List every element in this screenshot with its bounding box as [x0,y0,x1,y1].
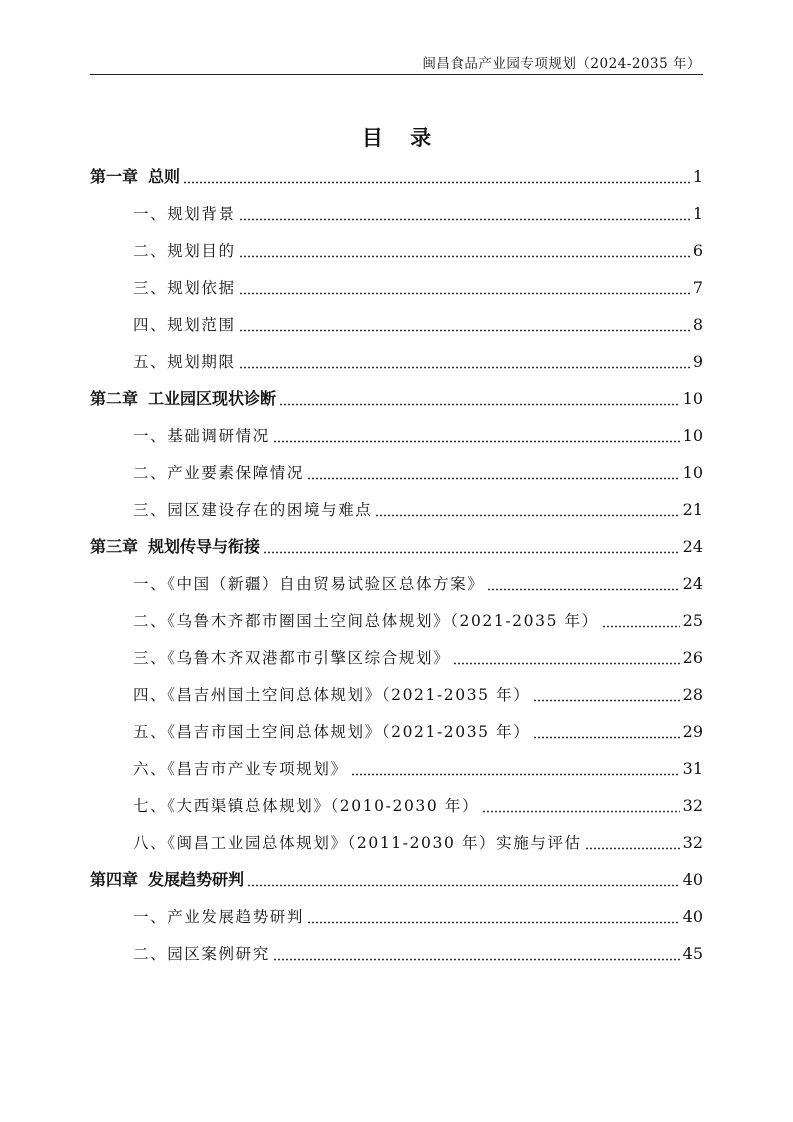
dot-leader [273,944,680,964]
section-title: 一、规划背景 [133,205,236,223]
toc-entry-label [90,537,260,564]
chapter-number: 第一章 [90,167,139,186]
toc-entry-label [90,870,244,897]
page-number: 10 [682,389,703,408]
dot-leader [273,426,680,446]
section-title: 二、《乌鲁木齐都市圈国土空间总体规划》（2021-2035 年） [133,612,599,630]
page-number: 8 [692,315,703,334]
page-number: 24 [682,537,703,556]
chapter-number: 第三章 [90,537,139,556]
page-number: 21 [682,500,703,519]
dot-leader [239,278,690,298]
page-number: 10 [682,426,703,445]
toc-chapter[interactable] [90,527,703,564]
dot-leader [239,241,690,261]
dot-leader [307,463,680,483]
dot-leader [602,611,680,631]
dot-leader [247,870,680,890]
section-title: 一、产业发展趋势研判 [133,908,305,926]
dot-leader [279,389,680,409]
section-title: 七、《大西渠镇总体规划》（2010-2030 年） [133,797,480,815]
page-number: 9 [692,352,703,371]
chapter-title: 规划传导与衔接 [148,537,261,556]
table-of-contents [90,157,703,971]
page-number: 1 [692,167,703,186]
dot-leader [453,648,679,668]
section-title: 三、规划依据 [133,279,236,297]
dot-leader [263,537,680,557]
chapter-title: 工业园区现状诊断 [148,389,277,408]
dot-leader [585,833,680,853]
chapter-number: 第二章 [90,389,139,408]
dot-leader [307,907,680,927]
dot-leader [487,574,679,594]
toc-section[interactable] [90,342,703,379]
section-title: 五、《昌吉市国土空间总体规划》（2021-2035 年） [133,723,531,741]
section-title: 三、园区建设存在的困境与难点 [133,501,373,519]
dot-leader [239,352,690,372]
page-number: 25 [682,611,703,630]
toc-section[interactable] [90,305,703,342]
toc-chapter[interactable] [90,860,703,897]
toc-section[interactable] [90,712,703,749]
dot-leader [183,167,690,187]
dot-leader [239,204,690,224]
page-number: 28 [682,685,703,704]
section-title: 二、园区案例研究 [133,945,270,963]
dot-leader [375,500,679,520]
toc-section[interactable] [90,638,703,675]
toc-entry-label [90,389,276,416]
page-number: 40 [682,870,703,889]
toc-section[interactable] [90,601,703,638]
running-header: 闽昌食品产业园专项规划（2024-2035 年） [422,56,701,72]
page-number: 1 [692,204,703,223]
section-title: 一、《中国（新疆）自由贸易试验区总体方案》 [133,575,485,593]
section-title: 四、《昌吉州国土空间总体规划》（2021-2035 年） [133,686,531,704]
section-title: 八、《闽昌工业园总体规划》（2011-2030 年）实施与评估 [133,834,582,852]
dot-leader [351,759,680,779]
toc-section[interactable] [90,675,703,712]
toc-section[interactable] [90,453,703,490]
section-title: 六、《昌吉市产业专项规划》 [133,760,348,778]
section-title: 三、《乌鲁木齐双港都市引擎区综合规划》 [133,649,451,667]
section-title: 一、基础调研情况 [133,427,270,445]
chapter-title: 总则 [148,167,181,186]
page-number: 32 [682,796,703,815]
toc-chapter[interactable] [90,157,703,194]
chapter-number: 第四章 [90,870,139,889]
toc-title: 目 录 [361,126,442,150]
page-number: 24 [682,574,703,593]
page-number: 29 [682,722,703,741]
section-title: 四、规划范围 [133,316,236,334]
dot-leader [239,315,690,335]
dot-leader [482,796,680,816]
toc-section[interactable] [90,934,703,971]
toc-section[interactable] [90,897,703,934]
toc-entry-label [90,167,180,194]
toc-section[interactable] [90,823,703,860]
toc-section[interactable] [90,786,703,823]
toc-section[interactable] [90,564,703,601]
toc-section[interactable] [90,194,703,231]
section-title: 五、规划期限 [133,353,236,371]
toc-section[interactable] [90,490,703,527]
dot-leader [533,685,679,705]
page-number: 45 [682,944,703,963]
page-number: 32 [682,833,703,852]
dot-leader [533,722,679,742]
section-title: 二、规划目的 [133,242,236,260]
toc-chapter[interactable] [90,379,703,416]
toc-section[interactable] [90,231,703,268]
page-number: 40 [682,907,703,926]
page-number: 6 [692,241,703,260]
toc-section[interactable] [90,749,703,786]
page-number: 7 [692,278,703,297]
section-title: 二、产业要素保障情况 [133,464,305,482]
page-number: 10 [682,463,703,482]
toc-section[interactable] [90,268,703,305]
header-rule [90,74,703,75]
toc-section[interactable] [90,416,703,453]
page-number: 31 [682,759,703,778]
chapter-title: 发展趋势研判 [148,870,245,889]
page-number: 26 [682,648,703,667]
